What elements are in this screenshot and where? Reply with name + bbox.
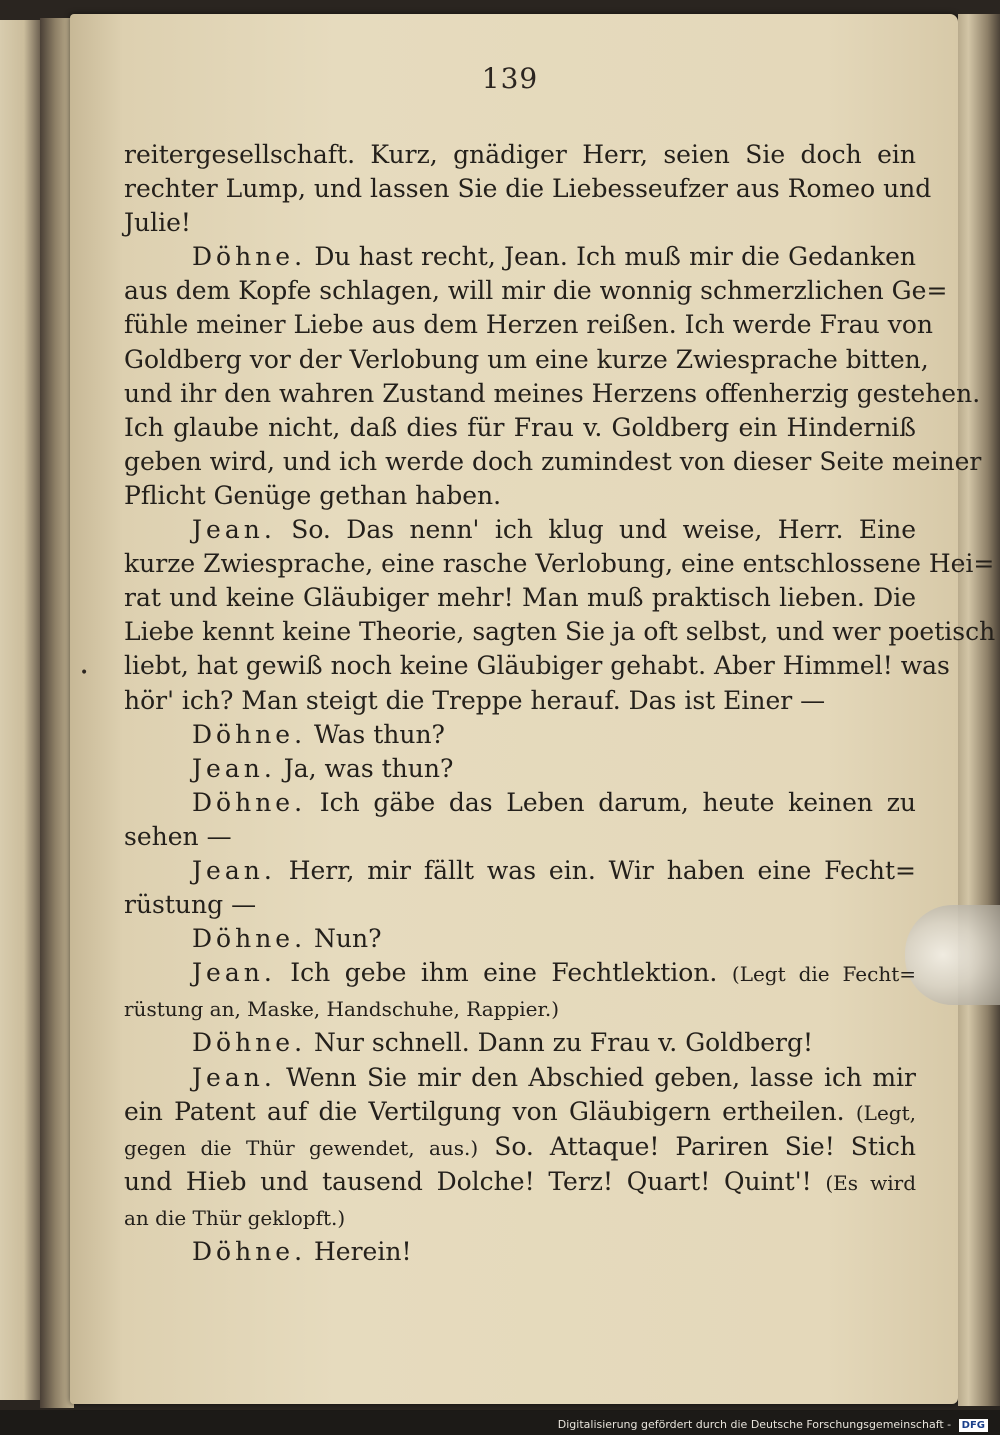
text-line: [124, 581, 916, 615]
page-clip: [905, 905, 1000, 1005]
line-text: liebt, hat gewiß noch keine Gläubiger gehabt. Aber Himmel! was: [124, 651, 950, 681]
text-line: [124, 343, 929, 377]
text-line: [124, 479, 916, 513]
right-page-edge: [958, 14, 1000, 1406]
speaker-name: Döhne.: [192, 1237, 307, 1266]
speaker-name: Döhne.: [192, 719, 307, 749]
line-text: Herein!: [314, 1237, 412, 1266]
text-line: [124, 649, 950, 683]
text-line: [124, 1200, 916, 1235]
line-text: fühle meiner Liebe aus dem Herzen reißen. Ich werde Frau von: [124, 310, 933, 340]
text-line: [124, 1235, 916, 1269]
left-page-edge: [0, 20, 40, 1400]
text-line: [124, 888, 916, 922]
text-line: [124, 206, 916, 240]
speaker-name: Jean.: [192, 753, 276, 783]
text-line: [124, 820, 916, 854]
speaker-name: Döhne.: [192, 787, 307, 817]
text-line: [124, 138, 916, 172]
text-line: [124, 445, 982, 479]
text-line: [124, 513, 916, 547]
line-text: Julie!: [124, 208, 191, 238]
text-line: [124, 547, 995, 581]
line-text: reitergesellschaft. Kurz, gnädiger Herr, seien Sie doch ein: [124, 140, 916, 169]
text-line: [124, 274, 948, 308]
text-line: [124, 1130, 916, 1165]
line-text: und Hieb und tausend Dolche! Terz! Quart! Quint'!: [124, 1166, 812, 1196]
speaker-name: Jean.: [192, 958, 276, 988]
stage-direction: an die Thür geklopft.): [124, 1205, 346, 1230]
speaker-name: Jean.: [192, 1062, 276, 1092]
page-number: 139: [481, 62, 539, 95]
line-text: rüstung —: [124, 890, 257, 920]
line-text: geben wird, und ich werde doch zumindest von dieser Seite meiner: [124, 446, 982, 476]
stage-direction: rüstung an, Maske, Handschuhe, Rappier.): [124, 997, 560, 1022]
line-text: Ich gebe ihm eine Fechtlektion.: [290, 958, 718, 988]
line-text: aus dem Kopfe schlagen, will mir die wonnig schmerzlichen Ge=: [124, 276, 948, 306]
line-text: Wenn Sie mir den Abschied geben, lasse ich mir: [286, 1062, 917, 1092]
text-line: [124, 615, 996, 649]
line-text: Liebe kennt keine Theorie, sagten Sie ja oft selbst, und wer poetisch: [124, 617, 996, 647]
text-line: [124, 786, 916, 820]
line-text: und ihr den wahren Zustand meines Herzens offenherzig gestehen.: [124, 378, 981, 408]
text-line: [124, 1026, 916, 1060]
text-line: [124, 956, 916, 991]
text-line: [124, 752, 916, 786]
line-text: Was thun?: [314, 719, 445, 749]
credit-text: Digitalisierung gefördert durch die Deutsche Forschungsgemeinschaft -: [557, 1418, 952, 1431]
line-text: Nur schnell. Dann zu Frau v. Goldberg!: [314, 1028, 814, 1058]
stage-direction: (Legt die Fecht=: [731, 962, 917, 987]
text-line: [124, 1095, 916, 1130]
text-line: [124, 991, 916, 1026]
speaker-name: Jean.: [192, 855, 276, 885]
dfg-logo: DFG: [959, 1419, 988, 1432]
speaker-name: Döhne.: [192, 242, 307, 272]
text-line: [124, 922, 916, 956]
text-line: [124, 854, 916, 888]
line-text: Goldberg vor der Verlobung um eine kurze Zwiesprache bitten,: [124, 344, 929, 374]
line-text: Nun?: [314, 924, 382, 954]
body-text: [124, 138, 996, 1269]
line-text: sehen —: [124, 821, 232, 851]
line-text: So. Attaque! Pariren Sie! Stich: [494, 1131, 917, 1161]
text-line: [124, 1165, 916, 1200]
digitization-credit: [558, 1418, 988, 1432]
line-text: Herr, mir fällt was ein. Wir haben eine Fecht=: [288, 855, 916, 885]
line-text: Ich glaube nicht, daß dies für Frau v. Goldberg ein Hinderniß: [124, 412, 916, 442]
text-line: [124, 684, 916, 718]
text-line: [124, 411, 916, 445]
line-text: Ja, was thun?: [283, 753, 454, 783]
line-text: kurze Zwiesprache, eine rasche Verlobung, eine entschlossene Hei=: [124, 549, 995, 579]
line-text: hör' ich? Man steigt die Treppe herauf. Das ist Einer —: [124, 685, 826, 715]
margin-mark: •: [80, 665, 89, 681]
line-text: Ich gäbe das Leben darum, heute keinen zu: [319, 787, 916, 817]
text-line: [124, 240, 916, 274]
text-line: [124, 377, 981, 411]
line-text: rechter Lump, und lassen Sie die Liebesseufzer aus Romeo und: [124, 174, 932, 204]
line-text: So. Das nenn' ich klug und weise, Herr. Eine: [291, 515, 916, 545]
stage-direction: (Legt,: [855, 1100, 916, 1125]
line-text: Pflicht Genüge gethan haben.: [124, 480, 502, 510]
line-text: Du hast recht, Jean. Ich muß mir die Gedanken: [314, 242, 917, 272]
speaker-name: Döhne.: [192, 1028, 307, 1058]
speaker-name: Jean.: [192, 515, 276, 545]
text-line: [124, 308, 933, 342]
stage-direction: (Es wird: [825, 1170, 916, 1195]
text-line: [124, 172, 932, 206]
text-line: [124, 718, 916, 752]
stage-direction: gegen die Thür gewendet, aus.): [124, 1135, 479, 1160]
line-text: ein Patent auf die Vertilgung von Gläubigern ertheilen.: [124, 1096, 845, 1126]
speaker-name: Döhne.: [192, 924, 307, 954]
book-spine: [40, 18, 74, 1408]
text-line: [124, 1061, 916, 1095]
line-text: rat und keine Gläubiger mehr! Man muß praktisch lieben. Die: [124, 583, 916, 613]
